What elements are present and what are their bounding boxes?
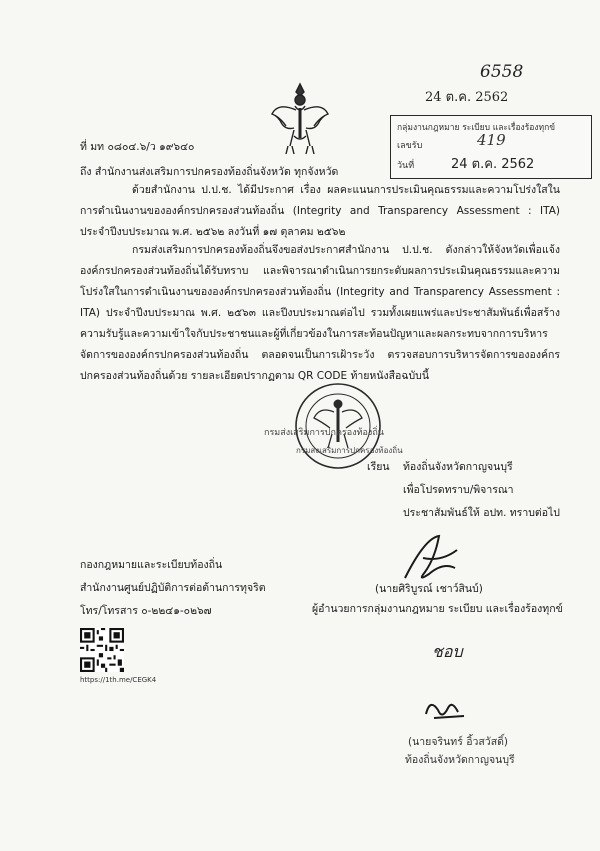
footer-phone: โทร/โทรสาร ๐-๒๒๔๑-๐๒๖๗ <box>80 605 212 617</box>
minute-line-3: ประชาสัมพันธ์ให้ อปท. ทราบต่อไป <box>403 507 560 519</box>
body-paragraph-1: ด้วยสำนักงาน ป.ป.ช. ได้มีประกาศ เรื่อง ผลคะแนนการประเมินคุณธรรมและความโปร่งใสในการดำเนินงานขององค์กรปกครองส่วนท้องถิ่น (Integrity and Transparency Assessment : ITA) ประจำปีงบประมาณ พ.ศ. ๒๕๖๒ ลงวันที่ ๑๗ ตุลาคม ๒๕๖๒ <box>80 184 560 238</box>
approval-mark: ชอบ <box>432 642 463 661</box>
garuda-emblem-icon <box>268 80 332 158</box>
body-paragraph-2: กรมส่งเสริมการปกครองท้องถิ่นจึงขอส่งประกาศสำนักงาน ป.ป.ช. ดังกล่าวให้จังหวัดเพื่อแจ้งองค์กรปกครองส่วนท้องถิ่นได้รับทราบ และพิจารณาดำเนินการยกระดับผลการประเมินคุณธรรมและความโปร่งใสในการดำเนินงานขององค์กรปกครองส่วนท้องถิ่น (Integrity and Transparency Assessment : ITA) ประจำปีงบประมาณ พ.ศ. ๒๕๖๓ และปีงบประมาณต่อไป รวมทั้งเผยแพร่และประชาสัมพันธ์เพื่อสร้างความรับรู้และความเข้าใจกับประชาชนและผู้ที่เกี่ยวข้องในการสะท้อนปัญหาและผลกระทบจากการบริหารจัดการขององค์กรปกครองส่วนท้องถิ่น ตลอดจนเป็นการเฝ้าระวัง ตรวจสอบการบริหารจัดการขององค์กรปกครองส่วนท้องถิ่นด้วย รายละเอียดปรากฏตาม QR CODE ท้ายหนังสือฉบับนี้ <box>80 244 560 382</box>
footer-center: สำนักงานศูนย์ปฏิบัติการต่อต้านการทุจริต <box>80 582 266 594</box>
approver-name: (นายจรินทร์ อิ้วสวัสดิ์) <box>408 736 509 748</box>
seal-text-top: กรมส่งเสริมการปกครองท้องถิ่น <box>264 428 384 438</box>
approver-title: ท้องถิ่นจังหวัดกาญจนบุรี <box>405 754 515 766</box>
stamp-number: 419 <box>477 131 506 149</box>
qr-code-icon[interactable] <box>80 628 124 672</box>
signer-name: (นายศิริบูรณ์ เชาว์สินบ์) <box>375 583 483 595</box>
stamp-number-label: เลขรับ <box>397 141 423 151</box>
stamp-date-label: วันที่ <box>397 161 415 171</box>
qr-url[interactable]: https://1th.me/CEGK4 <box>80 676 157 684</box>
received-date: 24 ต.ค. 2562 <box>425 90 509 105</box>
seal-text-ring: กรมส่งเสริมการปกครองท้องถิ่น <box>296 446 403 455</box>
doc-number: ที่ มท ๐๘๐๔.๖/ว ๑๙๖๔๐ <box>80 141 195 153</box>
stamp-office: กลุ่มงานกฎหมาย ระเบียบ และเรื่องร้องทุกข์ <box>397 123 556 133</box>
recipient-line: ถึง สำนักงานส่งเสริมการปกครองท้องถิ่นจังหวัด ทุกจังหวัด <box>80 166 339 178</box>
signer-title: ผู้อำนวยการกลุ่มงานกฎหมาย ระเบียบ และเรื่องร้องทุกข์ <box>312 603 563 615</box>
received-number: 6558 <box>480 62 524 82</box>
minute-line-2: เพื่อโปรดทราบ/พิจารณา <box>403 484 514 496</box>
signature-mark <box>395 528 465 590</box>
receipt-stamp <box>390 115 592 179</box>
minute-addressee: ท้องถิ่นจังหวัดกาญจนบุรี <box>403 461 513 473</box>
stamp-date: 24 ต.ค. 2562 <box>451 157 535 172</box>
minute-salutation: เรียน <box>367 461 390 473</box>
footer-division: กองกฎหมายและระเบียบท้องถิ่น <box>80 559 223 571</box>
approval-signature <box>420 692 470 728</box>
